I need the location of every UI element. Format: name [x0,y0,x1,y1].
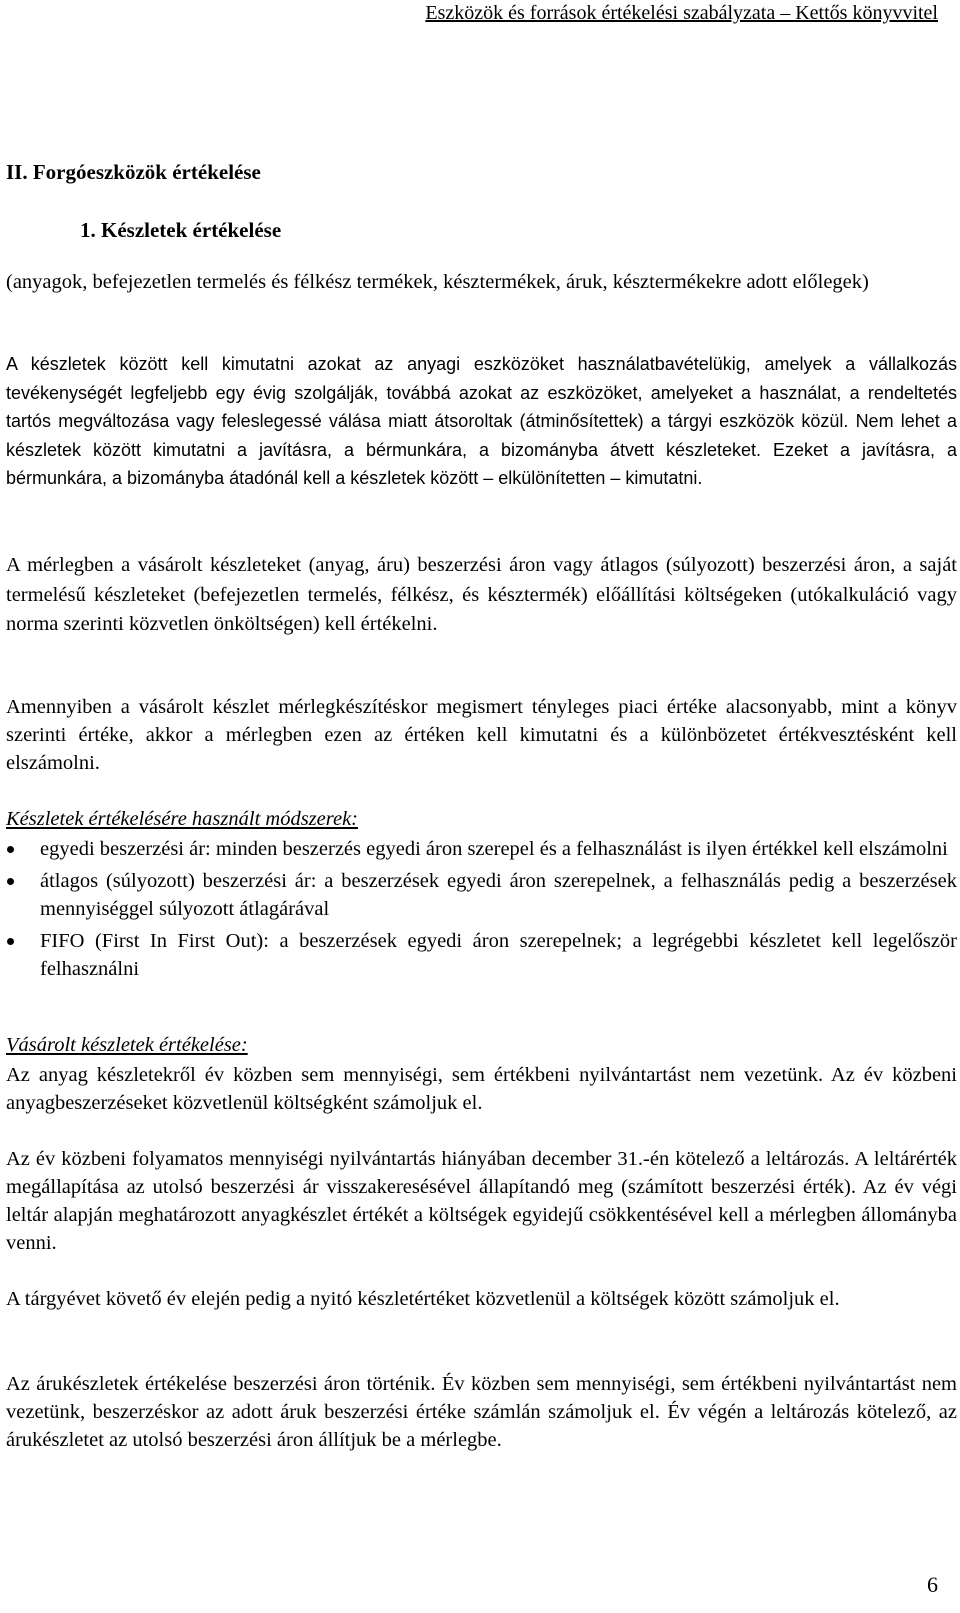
methods-list [6,835,957,987]
paragraph-impairment: Amennyiben a vásárolt készlet mérlegkészítéskor megismert tényleges piaci értéke alacsonyabb, mint a könyv szerinti értéke, akkor a mérlegben ezen az értéken kell kimutatni és a különbözetet értékvesztésként kell elszámolni. [6,696,957,774]
methods-heading: Készletek értékelésére használt módszerek: [6,808,358,830]
paragraph-inventory-definition-part1: A készletek között kell kimutatni azokat az anyagi eszközöket használatbavételükig, amelyek a vállalkozás tevékenységét legfeljebb egy évig szolgálják, továbbá azokat az eszközöket, amelyeket a használat, a rendeltetés tartós megváltozása vagy feleslegessé válása miatt átsoroltak (átminősítettek) a tárgyi eszközök közül. [6,354,957,432]
paragraph-material-records: Az anyag készletekről év közben sem mennyiségi, sem értékbeni nyilvántartást nem vezetünk. Az év közbeni anyagbeszerzéseket közvetlenül költségként számoljuk el. [6,1064,957,1114]
subsection-title: 1. Készletek értékelése [80,218,282,242]
paragraph-opening-stock: A tárgyévet követő év elején pedig a nyitó készletértéket közvetlenül a költségek között számoljuk el. [6,1288,840,1310]
purchased-heading: Vásárolt készletek értékelése: [6,1034,248,1056]
section-title: II. Forgóeszközök értékelése [6,160,261,184]
page-number: 6 [927,1572,938,1597]
intro-paragraph: (anyagok, befejezetlen termelés és félkész termékek, késztermékek, áruk, késztermékekre adott előlegek) [6,271,869,293]
paragraph-goods-valuation: Az árukészletek értékelése beszerzési áron történik. Év közben sem mennyiségi, sem értékbeni nyilvántartást nem vezetünk, beszerzéskor az adott áruk beszerzési értéke számlán számoljuk el. Év végén a leltározás kötelező, az árukészletet az utolsó beszerzési áron állítjuk be a mérlegbe. [6,1373,957,1451]
list-item: FIFO (First In First Out): a beszerzések egyedi áron szerepelnek; a legrégebbi készletet kell legelőször felhasználni [6,927,957,984]
list-item: átlagos (súlyozott) beszerzési ár: a beszerzések egyedi áron szerepelnek, a felhasználás pedig a beszerzések mennyiséggel súlyozott átlagárával [6,867,957,924]
document-header: Eszközök és források értékelési szabályzata – Kettős könyvvitel [425,2,938,24]
paragraph-inventory-definition [6,350,957,493]
paragraph-balance-valuation: A mérlegben a vásárolt készleteket (anyag, áru) beszerzési áron vagy átlagos (súlyozott) beszerzési áron, a saját termelésű készleteket (befejezetlen termelés, félkész, és késztermék) előállítási költségeken (utókalkuláció vagy norma szerinti közvetlen önköltségen) kell értékelni. [6,554,957,635]
paragraph-stocktaking: Az év közbeni folyamatos mennyiségi nyilvántartás hiányában december 31.-én kötelező a leltározás. A leltárérték megállapítása az utolsó beszerzési ár visszakeresésével állapítandó meg (számított beszerzési érték). Az év végi leltár alapján meghatározott anyagkészlet értékét a költségek egyidejű csökkentésével kell a mérlegben állományba venni. [6,1148,957,1254]
list-item: egyedi beszerzési ár: minden beszerzés egyedi áron szerepel és a felhasználást is ilyen értékkel kell elszámolni [6,835,957,864]
paragraph-inventory-definition-part2: Nem lehet a készletek között kimutatni a javításra, a bérmunkára, a bizományba átvett készleteket. Ezeket a javításra, a bérmunkára, a bizományba átadónál kell a készletek között – elkülönítetten – kimutatni. [6,411,957,489]
